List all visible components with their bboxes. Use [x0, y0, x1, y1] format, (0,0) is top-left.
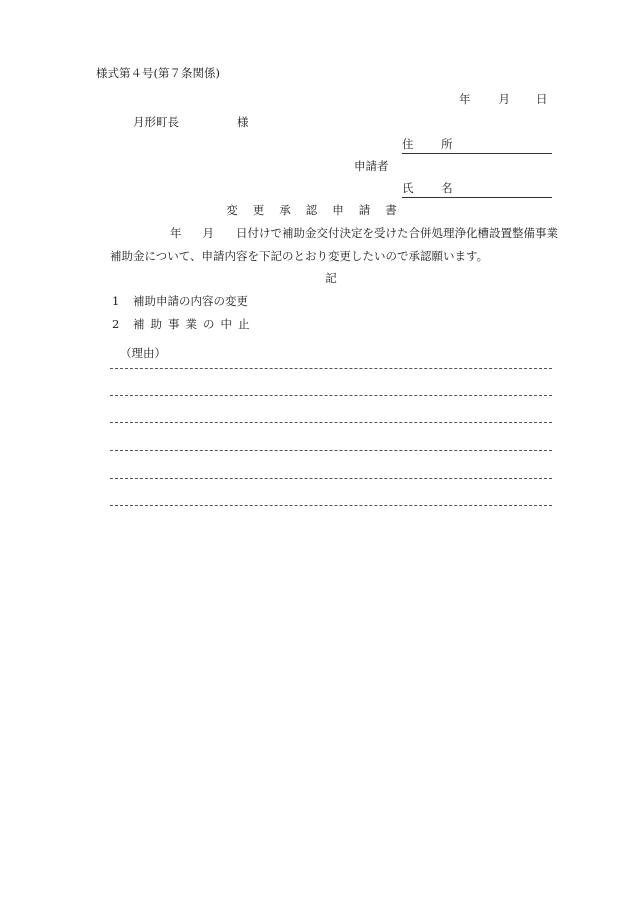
- list-item: [112, 319, 256, 331]
- body-year: 年: [170, 226, 182, 240]
- address-field[interactable]: [402, 139, 552, 154]
- reason-line-4[interactable]: [110, 450, 552, 451]
- name-label: 氏 名: [402, 181, 465, 195]
- list-item: [112, 296, 248, 308]
- date-line: [459, 94, 548, 106]
- form-number: 様式第４号(第７条関係): [96, 66, 220, 80]
- reason-label: （理由）: [120, 346, 166, 360]
- date-year: 年: [459, 92, 471, 106]
- reason-line-3[interactable]: [110, 422, 552, 423]
- addressee-name: 月形町長: [133, 115, 179, 129]
- applicant-label: 申請者: [354, 159, 389, 173]
- body-line-1: [170, 228, 558, 240]
- reason-line-5[interactable]: [110, 478, 552, 479]
- body-line1-rest: 日付けで補助金交付決定を受けた合併処理浄化槽設置整備事業: [236, 226, 558, 240]
- reason-line-1[interactable]: [110, 368, 552, 369]
- reason-line-6[interactable]: [110, 505, 552, 506]
- name-field[interactable]: [402, 183, 552, 198]
- item-number: 1: [112, 294, 120, 308]
- date-day: 日: [536, 92, 548, 106]
- body-line-2: 補助金について、申請内容を下記のとおり変更したいので承認願います。: [110, 249, 489, 263]
- reason-line-2[interactable]: [110, 395, 552, 396]
- address-label: 住 所: [402, 137, 465, 151]
- addressee-honorific: 様: [237, 115, 249, 129]
- item-text: 補助事業の中止: [133, 317, 256, 331]
- document-title: 変更承認申請書: [226, 203, 412, 217]
- item-number: 2: [112, 317, 120, 331]
- body-month: 月: [202, 226, 214, 240]
- ki-heading: 記: [325, 271, 337, 285]
- item-text: 補助申請の内容の変更: [133, 294, 248, 308]
- addressee: [133, 117, 249, 129]
- date-month: 月: [498, 92, 510, 106]
